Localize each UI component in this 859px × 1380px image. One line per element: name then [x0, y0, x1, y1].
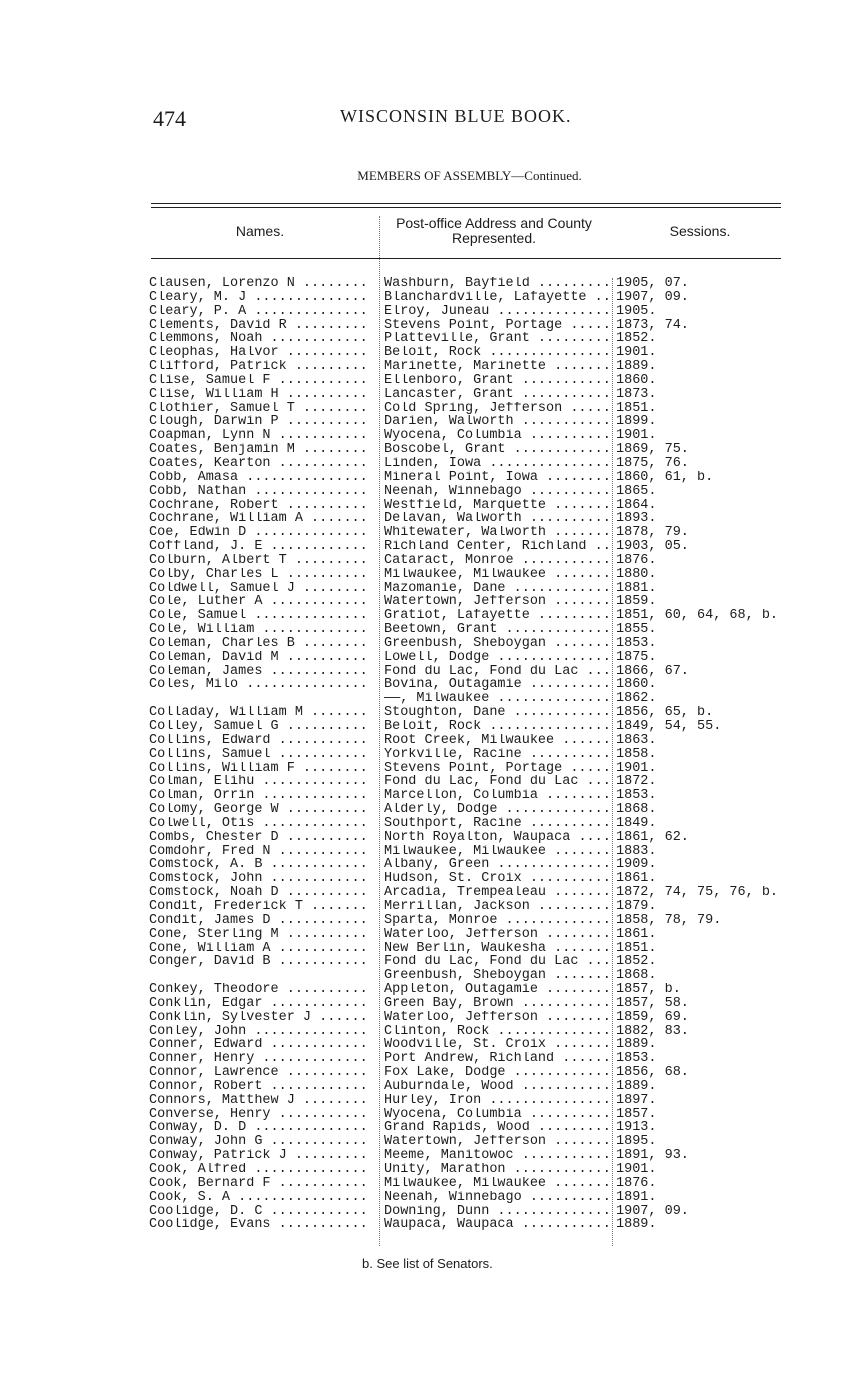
table-row [0, 651, 859, 665]
member-sessions: 1852. [616, 332, 657, 347]
member-name: Cole, Luther A ..... [149, 595, 371, 609]
member-sessions: 1860. [616, 678, 657, 693]
table-row [0, 789, 859, 803]
member-sessions: 1858, 78, 79. [616, 913, 722, 928]
member-address: Yorkville, Racine ..... [384, 748, 610, 762]
member-name: Colley, Samuel G ..... [149, 720, 371, 734]
member-address: Waterloo, Jefferson ..... [384, 1011, 610, 1025]
table-row [0, 595, 859, 609]
member-name: Coleman, James ..... [149, 665, 371, 679]
member-sessions: 1856, 65, b. [616, 706, 714, 721]
member-address: Southport, Racine ..... [384, 817, 610, 831]
member-address: Auburndale, Wood ..... [384, 1080, 610, 1094]
table-row [0, 471, 859, 485]
member-name: Cleophas, Halvor ..... [149, 346, 371, 360]
table-row [0, 831, 859, 845]
table-row [0, 1149, 859, 1163]
member-sessions: 1907, 09. [616, 1204, 689, 1219]
member-sessions: 1907, 09. [616, 290, 689, 305]
member-name: Clemmons, Noah ..... [149, 332, 371, 346]
member-sessions: 1901. [616, 429, 657, 444]
member-address: Whitewater, Walworth ..... [384, 526, 610, 540]
member-address: Cold Spring, Jefferson ..... [384, 402, 610, 416]
member-address: Beloit, Rock ..... [384, 346, 610, 360]
member-sessions: 1875, 76. [616, 456, 689, 471]
member-address: Linden, Iowa ..... [384, 457, 610, 471]
table-row [0, 402, 859, 416]
member-name: Conway, Patrick J ..... [149, 1149, 371, 1163]
member-name: Colladay, William M ..... [149, 706, 371, 720]
page-number: 474 [153, 106, 186, 131]
member-address: Gratiot, Lafayette ..... [384, 609, 610, 623]
member-address: Woodville, St. Croix ..... [384, 1038, 610, 1052]
member-address: Bovina, Outagamie ..... [384, 678, 610, 692]
member-name: Clifford, Patrick ..... [149, 360, 371, 374]
member-name: Coles, Milo ..... [149, 678, 371, 692]
member-sessions: 1853. [616, 1052, 657, 1067]
member-name: Conkey, Theodore ..... [149, 983, 371, 997]
table-row [0, 692, 859, 706]
table-row [0, 346, 859, 360]
table-row [0, 775, 859, 789]
table-row [0, 886, 859, 900]
member-address: Albany, Green ..... [384, 858, 610, 872]
member-sessions: 1857, b. [616, 983, 681, 998]
member-address: Richland Center, Richland ..... [384, 540, 610, 554]
member-sessions: 1859. [616, 595, 657, 610]
member-sessions: 1868. [616, 969, 657, 984]
member-address: Appleton, Outagamie ..... [384, 983, 610, 997]
member-address: Stevens Point, Portage ..... [384, 319, 610, 333]
member-sessions: 1909. [616, 858, 657, 873]
member-sessions: 1876. [616, 1176, 657, 1191]
table-row [0, 1011, 859, 1025]
member-name: Combs, Chester D ..... [149, 831, 371, 845]
member-sessions: 1883. [616, 844, 657, 859]
member-name: Comstock, Noah D ..... [149, 886, 371, 900]
member-address: Washburn, Bayfield ..... [384, 277, 610, 291]
member-sessions: 1849. [616, 816, 657, 831]
member-address: Arcadia, Trempealeau ..... [384, 886, 610, 900]
member-sessions: 1851, 60, 64, 68, b. [616, 609, 779, 624]
member-sessions: 1864. [616, 498, 657, 513]
member-address: Lancaster, Grant ..... [384, 388, 610, 402]
member-name: Connor, Lawrence ..... [149, 1066, 371, 1080]
member-name: Connor, Robert ..... [149, 1080, 371, 1094]
member-address: Root Creek, Milwaukee ..... [384, 734, 610, 748]
table-row [0, 540, 859, 554]
table-row [0, 609, 859, 623]
table-row [0, 1066, 859, 1080]
member-sessions: 1865. [616, 484, 657, 499]
table-row [0, 360, 859, 374]
member-address: Elroy, Juneau ..... [384, 305, 610, 319]
member-name: Clise, William H ..... [149, 388, 371, 402]
member-sessions: 1891, 93. [616, 1149, 689, 1164]
member-sessions: 1868. [616, 803, 657, 818]
table-row [0, 858, 859, 872]
member-address: Milwaukee, Milwaukee ..... [384, 568, 610, 582]
member-address: Meeme, Manitowoc ..... [384, 1149, 610, 1163]
member-address: Blanchardville, Lafayette ..... [384, 291, 610, 305]
member-address: Marcellon, Columbia ..... [384, 789, 610, 803]
member-sessions: 1879. [616, 899, 657, 914]
table-row [0, 305, 859, 319]
table-row [0, 762, 859, 776]
member-name: Clise, Samuel F ..... [149, 374, 371, 388]
member-sessions: 1869, 75. [616, 443, 689, 458]
table-row [0, 526, 859, 540]
member-address: North Royalton, Waupaca ..... [384, 831, 610, 845]
member-sessions: 1855. [616, 623, 657, 638]
member-name: Conway, John G ..... [149, 1135, 371, 1149]
member-sessions: 1903, 05. [616, 540, 689, 555]
member-sessions: 1849, 54, 55. [616, 720, 722, 734]
column-header-address: Post-office Address and County Represented. [396, 215, 592, 246]
member-address: Watertown, Jefferson ..... [384, 595, 610, 609]
table-row [0, 1135, 859, 1149]
member-name: Clough, Darwin P ..... [149, 415, 371, 429]
member-sessions: 1913. [616, 1121, 657, 1136]
member-name: Conway, D. D ..... [149, 1121, 371, 1135]
member-sessions: 1851. [616, 941, 657, 956]
member-address: Delavan, Walworth ..... [384, 512, 610, 526]
table-row [0, 319, 859, 333]
member-address: Watertown, Jefferson ..... [384, 1135, 610, 1149]
member-sessions: 1901. [616, 1163, 657, 1177]
member-address: Boscobel, Grant ..... [384, 443, 610, 457]
table-row [0, 1177, 859, 1191]
member-sessions: 1889. [616, 360, 657, 375]
member-name: Cone, Sterling M ..... [149, 928, 371, 942]
table-row [0, 720, 859, 734]
member-address: Beetown, Grant ..... [384, 623, 610, 637]
running-head: WISCONSIN BLUE BOOK. [340, 106, 572, 126]
table-row [0, 1163, 859, 1177]
table-row [0, 374, 859, 388]
member-name: Colomy, George W ..... [149, 803, 371, 817]
member-address: Ellenboro, Grant ..... [384, 374, 610, 388]
table-row [0, 665, 859, 679]
member-address: Stevens Point, Portage ..... [384, 762, 610, 776]
member-sessions: 1860. [616, 373, 657, 388]
table-row [0, 845, 859, 859]
table-row [0, 1218, 859, 1232]
member-name: Conklin, Sylvester J ..... [149, 1011, 371, 1025]
member-address: Hudson, St. Croix ..... [384, 872, 610, 886]
member-name: Colman, Orrin ..... [149, 789, 371, 803]
table-row [0, 1121, 859, 1135]
member-sessions: 1893. [616, 512, 657, 527]
member-sessions: 1852. [616, 955, 657, 970]
member-sessions: 1853. [616, 789, 657, 804]
table-row [0, 582, 859, 596]
table-caption: MEMBERS OF ASSEMBLY—Continued. [357, 168, 582, 183]
table-row [0, 485, 859, 499]
member-address: Fond du Lac, Fond du Lac ..... [384, 775, 610, 789]
member-sessions: 1860, 61, b. [616, 470, 714, 485]
table-row [0, 499, 859, 513]
member-name: Coates, Benjamin M ..... [149, 443, 371, 457]
member-name: Cook, Bernard F ..... [149, 1177, 371, 1191]
top-rule-second [151, 207, 781, 208]
top-rule [151, 203, 781, 204]
member-sessions: 1856, 68. [616, 1066, 689, 1081]
member-sessions: 1861. [616, 872, 657, 887]
member-address: Unity, Marathon ..... [384, 1163, 610, 1177]
member-sessions: 1899. [616, 415, 657, 430]
member-address: Milwaukee, Milwaukee ..... [384, 845, 610, 859]
member-sessions: 1905. [616, 304, 657, 319]
table-row [0, 872, 859, 886]
member-name: Conley, John ..... [149, 1025, 371, 1039]
member-sessions: 1880. [616, 567, 657, 582]
table-row [0, 1038, 859, 1052]
table-row [0, 623, 859, 637]
member-sessions: 1882, 83. [616, 1024, 689, 1039]
member-sessions: 1889. [616, 1038, 657, 1053]
member-address: Sparta, Monroe ..... [384, 914, 610, 928]
member-sessions: 1858. [616, 747, 657, 762]
member-name: Comstock, A. B ..... [149, 858, 371, 872]
member-sessions: 1875. [616, 650, 657, 665]
table-row [0, 983, 859, 997]
column-header-names: Names. [235, 223, 285, 239]
member-name: Cleary, P. A ..... [149, 305, 371, 319]
member-name: Coolidge, Evans ..... [149, 1218, 371, 1232]
member-sessions: 1891. [616, 1190, 657, 1205]
member-address: Mazomanie, Dane ..... [384, 582, 610, 596]
member-sessions: 1872, 74, 75, 76, b. [616, 886, 779, 901]
member-name: Coleman, Charles B ..... [149, 637, 371, 651]
member-name: Cook, S. A ..... [149, 1191, 371, 1205]
member-name: Clothier, Samuel T ..... [149, 402, 371, 416]
table-row [0, 955, 859, 969]
table-row [0, 554, 859, 568]
member-address: Greenbush, Sheboygan ..... [384, 637, 610, 651]
member-name: Cobb, Nathan ..... [149, 485, 371, 499]
member-address: Grand Rapids, Wood ..... [384, 1121, 610, 1135]
member-sessions: 1857. [616, 1107, 657, 1122]
member-sessions: 1873. [616, 387, 657, 402]
member-sessions: 1853. [616, 636, 657, 651]
member-sessions: 1862. [616, 692, 657, 707]
table-row [0, 291, 859, 305]
member-name: Cole, Samuel ..... [149, 609, 371, 623]
member-address: Wyocena, Columbia ..... [384, 1108, 610, 1122]
member-name: Collins, Edward ..... [149, 734, 371, 748]
table-row [0, 457, 859, 471]
member-name: Cole, William ..... [149, 623, 371, 637]
table-row [0, 512, 859, 526]
table-row [0, 637, 859, 651]
member-address: Clinton, Rock ..... [384, 1025, 610, 1039]
member-name: Connors, Matthew J ..... [149, 1094, 371, 1108]
table-row [0, 1191, 859, 1205]
member-address: Neenah, Winnebago ..... [384, 485, 610, 499]
member-sessions: 1897. [616, 1093, 657, 1108]
table-row [0, 678, 859, 692]
member-sessions: 1873, 74. [616, 318, 689, 333]
table-row [0, 997, 859, 1011]
member-sessions: 1872. [616, 775, 657, 790]
members-table [0, 277, 859, 1232]
member-name: Colburn, Albert T ..... [149, 554, 371, 568]
member-sessions: 1861, 62. [616, 830, 689, 845]
member-name: Cochrane, Robert ..... [149, 499, 371, 513]
member-name: Cook, Alfred ..... [149, 1163, 371, 1177]
member-name: Clausen, Lorenzo N ..... [149, 277, 371, 291]
member-name: Comdohr, Fred N ..... [149, 845, 371, 859]
member-sessions: 1859, 69. [616, 1010, 689, 1025]
member-sessions: 1901. [616, 761, 657, 776]
member-sessions: 1863. [616, 733, 657, 748]
member-name: Cone, William A ..... [149, 942, 371, 956]
member-address: Waupaca, Waupaca ..... [384, 1218, 610, 1232]
member-address: Mineral Point, Iowa ..... [384, 471, 610, 485]
member-address: Lowell, Dodge ..... [384, 651, 610, 665]
table-row [0, 415, 859, 429]
member-address: Downing, Dunn ..... [384, 1205, 610, 1219]
header-rule [151, 258, 781, 259]
member-name: Collins, William F ..... [149, 762, 371, 776]
member-name: Cochrane, William A ..... [149, 512, 371, 526]
table-row [0, 429, 859, 443]
member-address: Marinette, Marinette ..... [384, 360, 610, 374]
member-address: Green Bay, Brown ..... [384, 997, 610, 1011]
member-name: Coleman, David M ..... [149, 651, 371, 665]
member-name: Coapman, Lynn N ..... [149, 429, 371, 443]
member-name: Coates, Kearton ..... [149, 457, 371, 471]
table-row [0, 914, 859, 928]
member-address: Wyocena, Columbia ..... [384, 429, 610, 443]
member-sessions: 1851. [616, 401, 657, 416]
member-address: New Berlin, Waukesha ..... [384, 942, 610, 956]
table-row [0, 928, 859, 942]
member-sessions: 1881. [616, 581, 657, 596]
member-address: Neenah, Winnebago ..... [384, 1191, 610, 1205]
member-address: Milwaukee, Milwaukee ..... [384, 1177, 610, 1191]
member-name: Conner, Henry ..... [149, 1052, 371, 1066]
table-row [0, 803, 859, 817]
member-address: Westfield, Marquette ..... [384, 499, 610, 513]
member-name: Conner, Edward ..... [149, 1038, 371, 1052]
member-name: Comstock, John ..... [149, 872, 371, 886]
member-sessions: 1866, 67. [616, 664, 689, 679]
table-row [0, 388, 859, 402]
table-row [0, 1025, 859, 1039]
member-address: Greenbush, Sheboygan ..... [384, 969, 610, 983]
footnote: b. See list of Senators. [362, 1256, 493, 1271]
member-address: Fond du Lac, Fond du Lac ..... [384, 665, 610, 679]
member-name: Coldwell, Samuel J ..... [149, 582, 371, 596]
table-row [0, 332, 859, 346]
member-name: Coolidge, D. C ..... [149, 1205, 371, 1219]
member-sessions: 1905, 07. [616, 277, 689, 291]
member-name: Cleary, M. J ..... [149, 291, 371, 305]
member-name: Cobb, Amasa ..... [149, 471, 371, 485]
member-address: Waterloo, Jefferson ..... [384, 928, 610, 942]
table-row [0, 734, 859, 748]
member-address: Stoughton, Dane ..... [384, 706, 610, 720]
table-row [0, 1052, 859, 1066]
member-sessions: 1889. [616, 1218, 657, 1233]
table-row [0, 706, 859, 720]
table-row [0, 1094, 859, 1108]
member-name: Colby, Charles L ..... [149, 568, 371, 582]
member-name: Converse, Henry ..... [149, 1108, 371, 1122]
member-address: Platteville, Grant ..... [384, 332, 610, 346]
member-address: Port Andrew, Richland ..... [384, 1052, 610, 1066]
table-row [0, 942, 859, 956]
member-sessions: 1857, 58. [616, 996, 689, 1011]
member-name: Colman, Elihu ..... [149, 775, 371, 789]
member-address: Darien, Walworth ..... [384, 415, 610, 429]
member-address: Fond du Lac, Fond du Lac ..... [384, 955, 610, 969]
member-sessions: 1878, 79. [616, 526, 689, 541]
member-sessions: 1876. [616, 553, 657, 568]
member-name: Condit, James D ..... [149, 914, 371, 928]
member-name: Conger, David B ..... [149, 955, 371, 969]
member-address: Fox Lake, Dodge ..... [384, 1066, 610, 1080]
member-address: Beloit, Rock ..... [384, 720, 610, 734]
member-address: Cataract, Monroe ..... [384, 554, 610, 568]
table-row [0, 900, 859, 914]
table-row [0, 1108, 859, 1122]
table-row [0, 277, 859, 291]
member-name: Collins, Samuel ..... [149, 748, 371, 762]
table-row [0, 969, 859, 983]
table-row [0, 1205, 859, 1219]
table-row [0, 443, 859, 457]
member-sessions: 1901. [616, 346, 657, 361]
member-name: Colwell, Otis ..... [149, 817, 371, 831]
member-address: ——, Milwaukee ..... [384, 692, 610, 706]
member-address: Merrillan, Jackson ..... [384, 900, 610, 914]
member-name: Conklin, Edgar ..... [149, 997, 371, 1011]
member-address: Alderly, Dodge ..... [384, 803, 610, 817]
member-name: Coe, Edwin D ..... [149, 526, 371, 540]
table-row [0, 817, 859, 831]
table-row [0, 748, 859, 762]
member-sessions: 1895. [616, 1135, 657, 1150]
column-header-sessions: Sessions. [669, 223, 731, 239]
member-name: Clements, David R ..... [149, 319, 371, 333]
table-row [0, 1080, 859, 1094]
member-address: Hurley, Iron ..... [384, 1094, 610, 1108]
member-name: Condit, Frederick T ..... [149, 900, 371, 914]
table-row [0, 568, 859, 582]
member-sessions: 1861. [616, 927, 657, 942]
member-sessions: 1889. [616, 1079, 657, 1094]
member-name: Coffland, J. E ..... [149, 540, 371, 554]
